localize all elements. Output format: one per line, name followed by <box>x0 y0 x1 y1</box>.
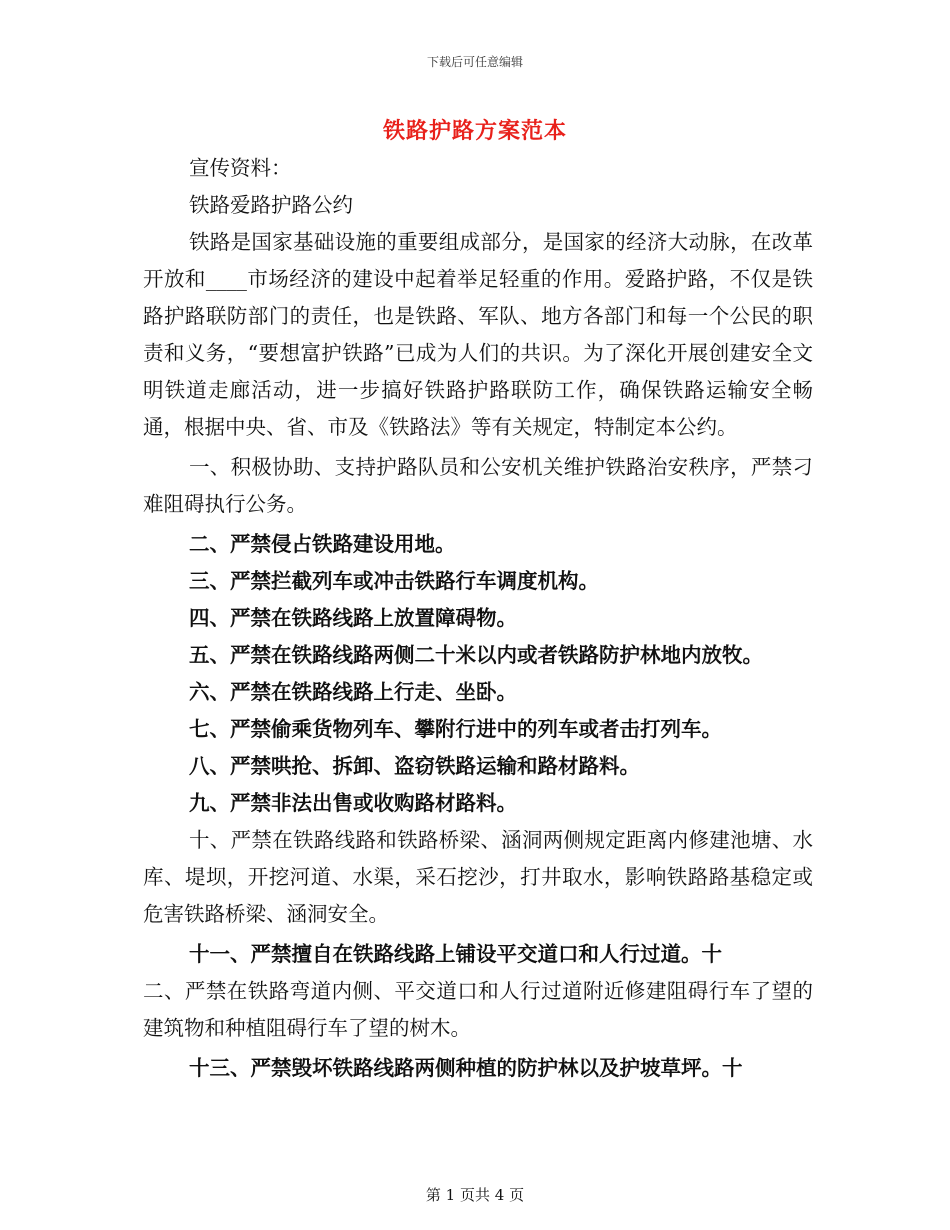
paragraph: 十、严禁在铁路线路和铁路桥梁、涵洞两侧规定距离内修建池塘、水库、堤坝，开挖河道、水渠，采石挖沙，打井取水，影响铁路路基稳定或危害铁路桥梁、涵洞安全。 <box>143 828 813 926</box>
paragraph: 十三、严禁毁坏铁路线路两侧种植的防护林以及护坡草坪。十 <box>189 1056 743 1080</box>
paragraph: 铁路是国家基础设施的重要组成部分，是国家的经济大动脉，在改革开放和____市场经济的建设中起着举足轻重的作用。爱路护路，不仅是铁路护路联防部门的责任，也是铁路、军队、地方各部门和每一个公民的职责和义务，“要想富护铁路”已成为人们的共识。为了深化开展创建安全文明铁道走廊活动，进一步搞好铁路护路联防工作，确保铁路运输安全畅通，根据中央、省、市及《铁路法》等有关规定，特制定本公约。 <box>143 230 813 439</box>
paragraph: 铁路爱路护路公约 <box>189 193 353 217</box>
paragraph: 四、严禁在铁路线路上放置障碍物。 <box>189 606 517 630</box>
page-header: 下载后可任意编辑 <box>426 55 523 69</box>
paragraph: 二、严禁在铁路弯道内侧、平交道口和人行过道附近修建阻碍行车了望的建筑物和种植阻碍行车了望的树木。 <box>143 979 813 1040</box>
document-title: 铁路护路方案范本 <box>382 118 567 144</box>
document-body <box>143 150 813 1087</box>
paragraph: 八、严禁哄抢、拆卸、盗窃铁路运输和路材路料。 <box>189 754 640 778</box>
paragraph: 十一、严禁擅自在铁路线路上铺设平交道口和人行过道。十 <box>189 942 722 966</box>
paragraph: 宣传资料： <box>189 156 292 180</box>
paragraph: 三、严禁拦截列车或冲击铁路行车调度机构。 <box>189 569 599 593</box>
paragraph: 五、严禁在铁路线路两侧二十米以内或者铁路防护林地内放牧。 <box>189 643 763 667</box>
page-footer: 第 1 页共 4 页 <box>425 1186 525 1204</box>
paragraph: 七、严禁偷乘货物列车、攀附行进中的列车或者击打列车。 <box>189 717 722 741</box>
paragraph: 二、严禁侵占铁路建设用地。 <box>189 532 456 556</box>
paragraph: 九、严禁非法出售或收购路材路料。 <box>189 791 517 815</box>
paragraph: 一、积极协助、支持护路队员和公安机关维护铁路治安秩序，严禁刁难阻碍执行公务。 <box>143 455 813 516</box>
paragraph: 六、严禁在铁路线路上行走、坐卧。 <box>189 680 517 704</box>
